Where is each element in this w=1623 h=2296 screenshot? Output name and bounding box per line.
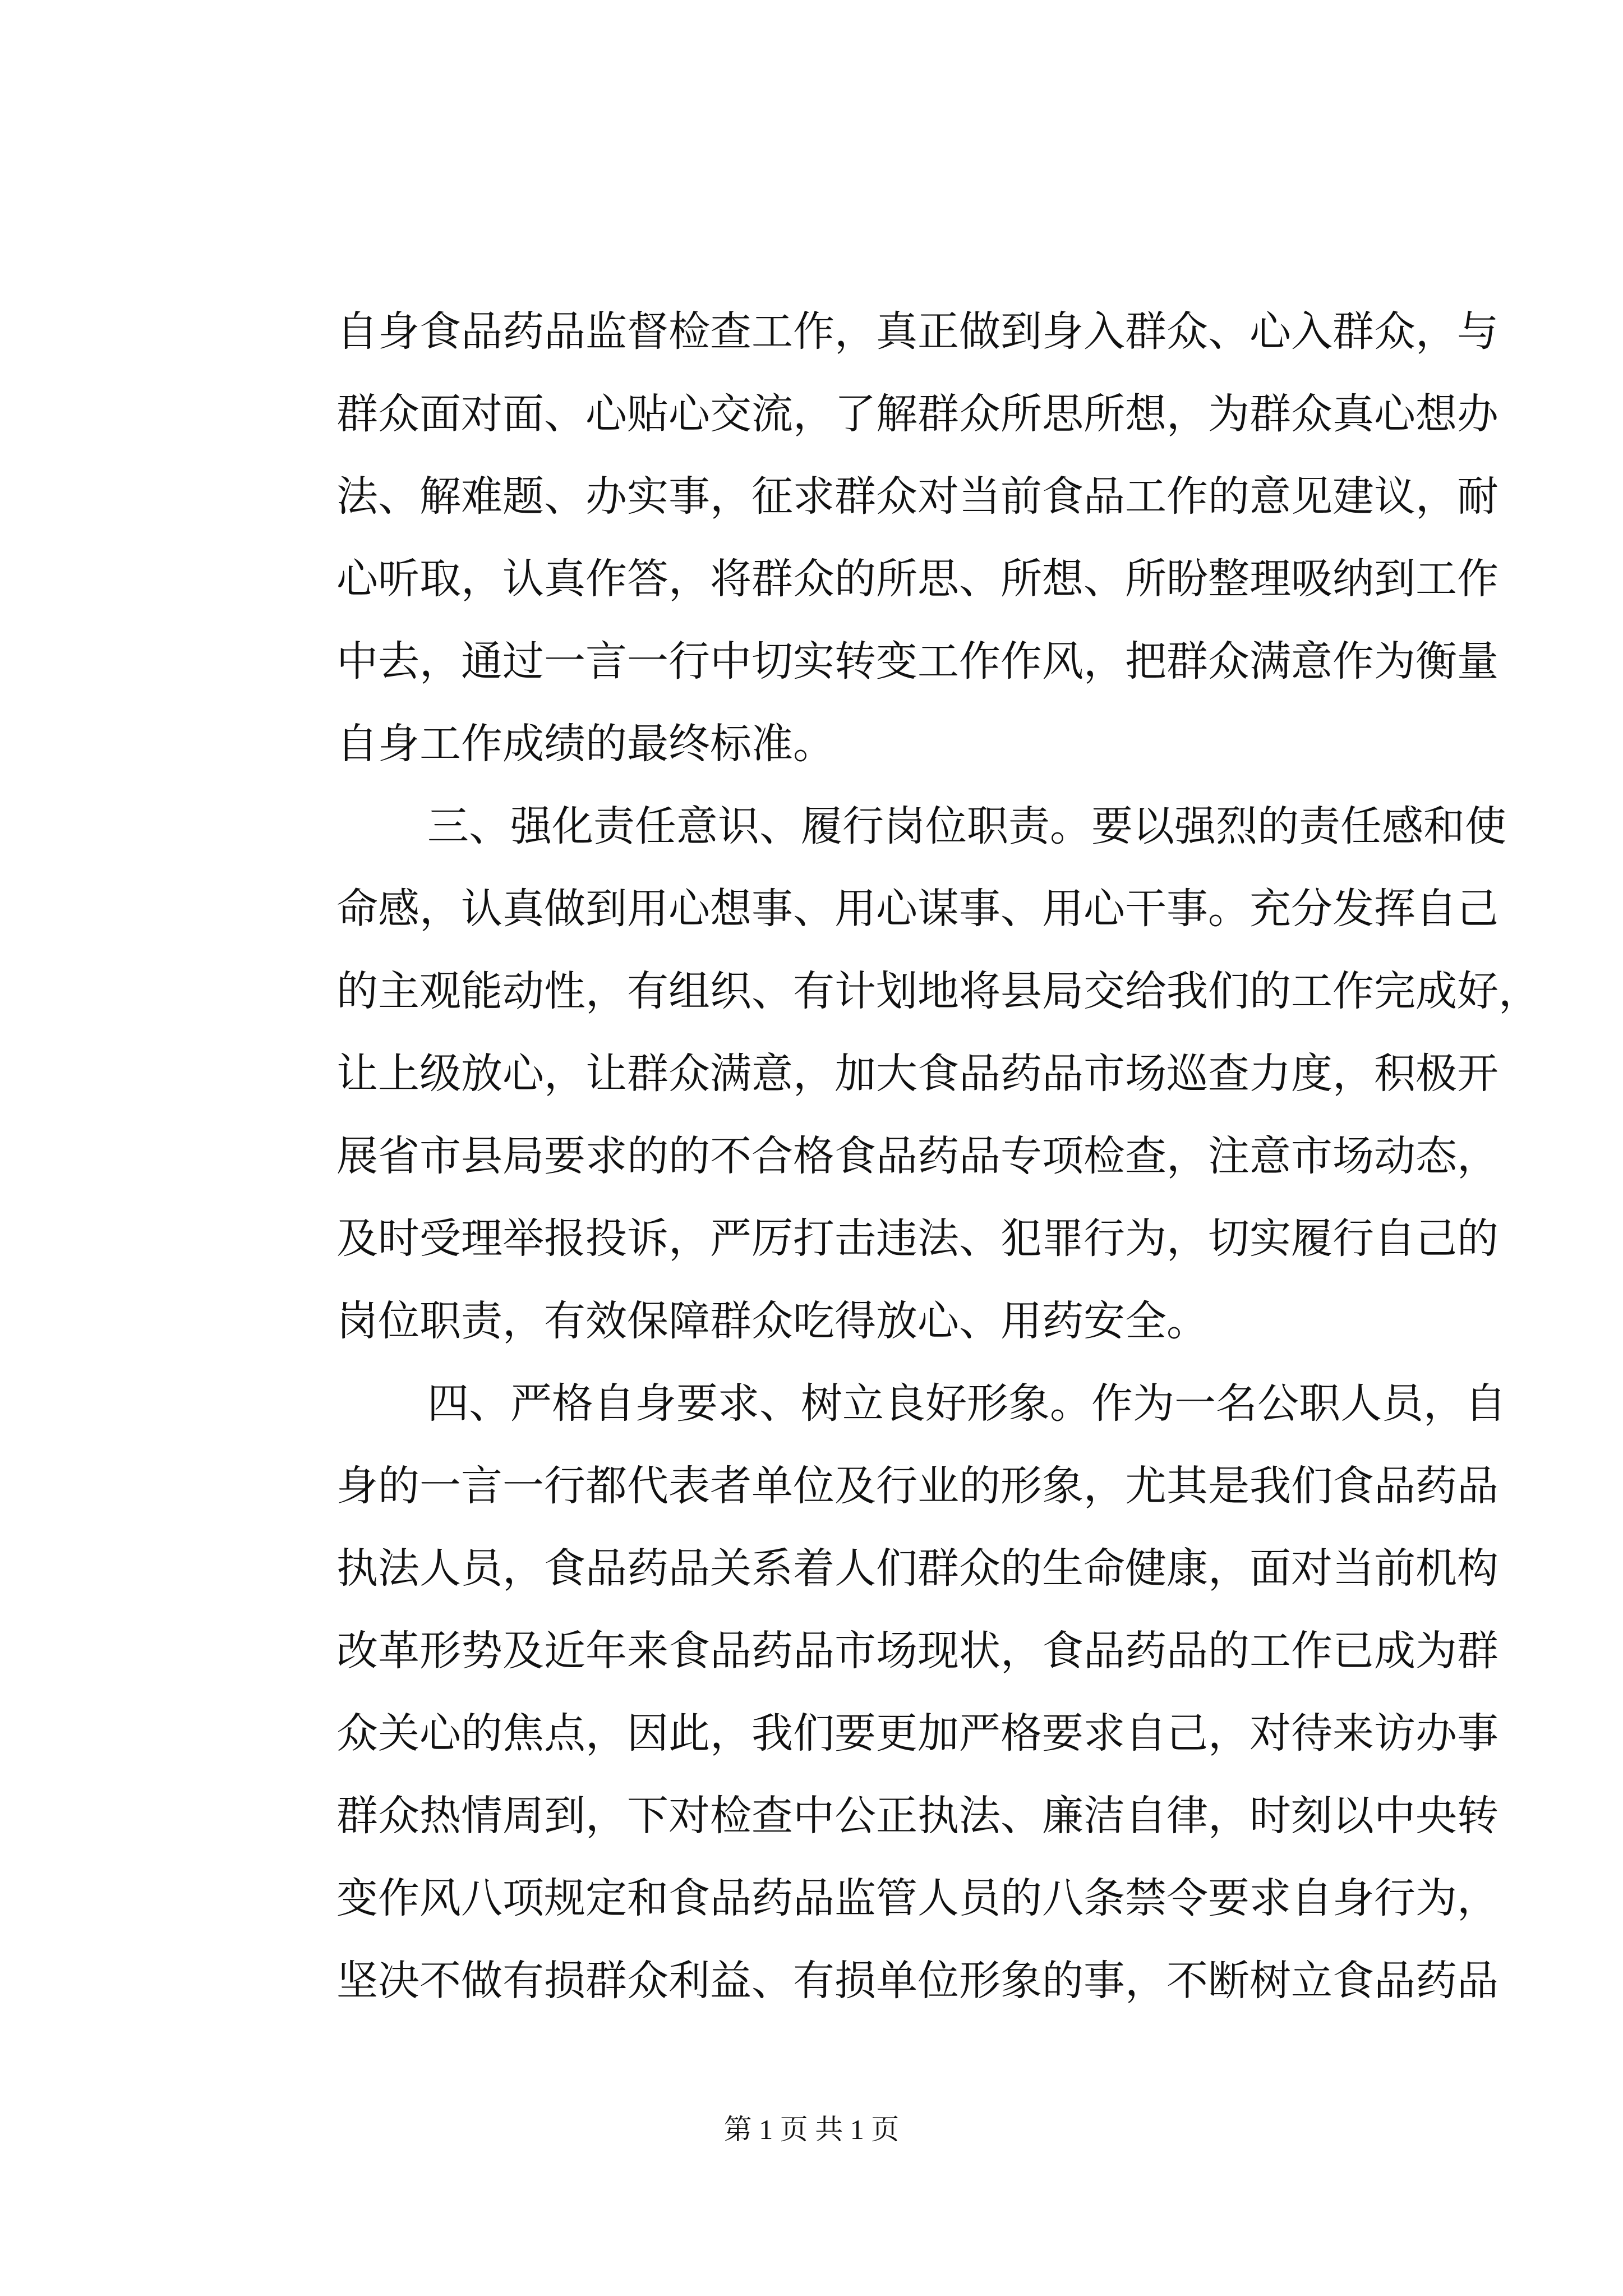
text-line: 众关心的焦点，因此，我们要更加严格要求自己，对待来访办事 (336, 1709, 1498, 1757)
text-line: 坚决不做有损群众利益、有损单位形象的事，不断树立食品药品 (336, 1957, 1498, 2005)
text-line: 自身食品药品监督检查工作，真正做到身入群众、心入群众，与 (336, 307, 1498, 356)
paragraph-start-line: 三、强化责任意识、履行岗位职责。要以强烈的责任感和使 (427, 802, 1506, 850)
text-line: 的主观能动性，有组织、有计划地将县局交给我们的工作完成好， (336, 967, 1540, 1015)
document-body (336, 291, 1540, 2022)
paragraph-start-line: 四、严格自身要求、树立良好形象。作为一名公职人员，自 (427, 1379, 1506, 1428)
text-line: 群众面对面、心贴心交流，了解群众所思所想，为群众真心想办 (336, 390, 1498, 438)
text-line: 法、解难题、办实事，征求群众对当前食品工作的意见建议，耐 (336, 472, 1498, 521)
text-line: 及时受理举报投诉，严厉打击违法、犯罪行为，切实履行自己的 (336, 1214, 1498, 1263)
page-footer (0, 2113, 1623, 2146)
text-line: 自身工作成绩的最终标准。 (336, 720, 834, 768)
text-line: 命感，认真做到用心想事、用心谋事、用心干事。充分发挥自己 (336, 885, 1498, 933)
text-line: 岗位职责，有效保障群众吃得放心、用药安全。 (336, 1297, 1208, 1345)
text-line: 身的一言一行都代表者单位及行业的形象，尤其是我们食品药品 (336, 1462, 1498, 1510)
text-line: 群众热情周到，下对检查中公正执法、廉洁自律，时刻以中央转 (336, 1792, 1498, 1840)
text-line: 让上级放心，让群众满意，加大食品药品市场巡查力度，积极开 (336, 1050, 1498, 1098)
page-number: 第 1 页 共 1 页 (723, 2114, 900, 2145)
text-line: 变作风八项规定和食品药品监管人员的八条禁令要求自身行为， (336, 1874, 1498, 1922)
text-line: 展省市县局要求的的不合格食品药品专项检查，注意市场动态， (336, 1132, 1498, 1180)
text-line: 中去，通过一言一行中切实转变工作作风，把群众满意作为衡量 (336, 637, 1498, 685)
text-line: 改革形势及近年来食品药品市场现状，食品药品的工作已成为群 (336, 1627, 1498, 1675)
text-line: 执法人员，食品药品关系着人们群众的生命健康，面对当前机构 (336, 1544, 1498, 1593)
text-line: 心听取，认真作答，将群众的所思、所想、所盼整理吸纳到工作 (336, 555, 1498, 603)
